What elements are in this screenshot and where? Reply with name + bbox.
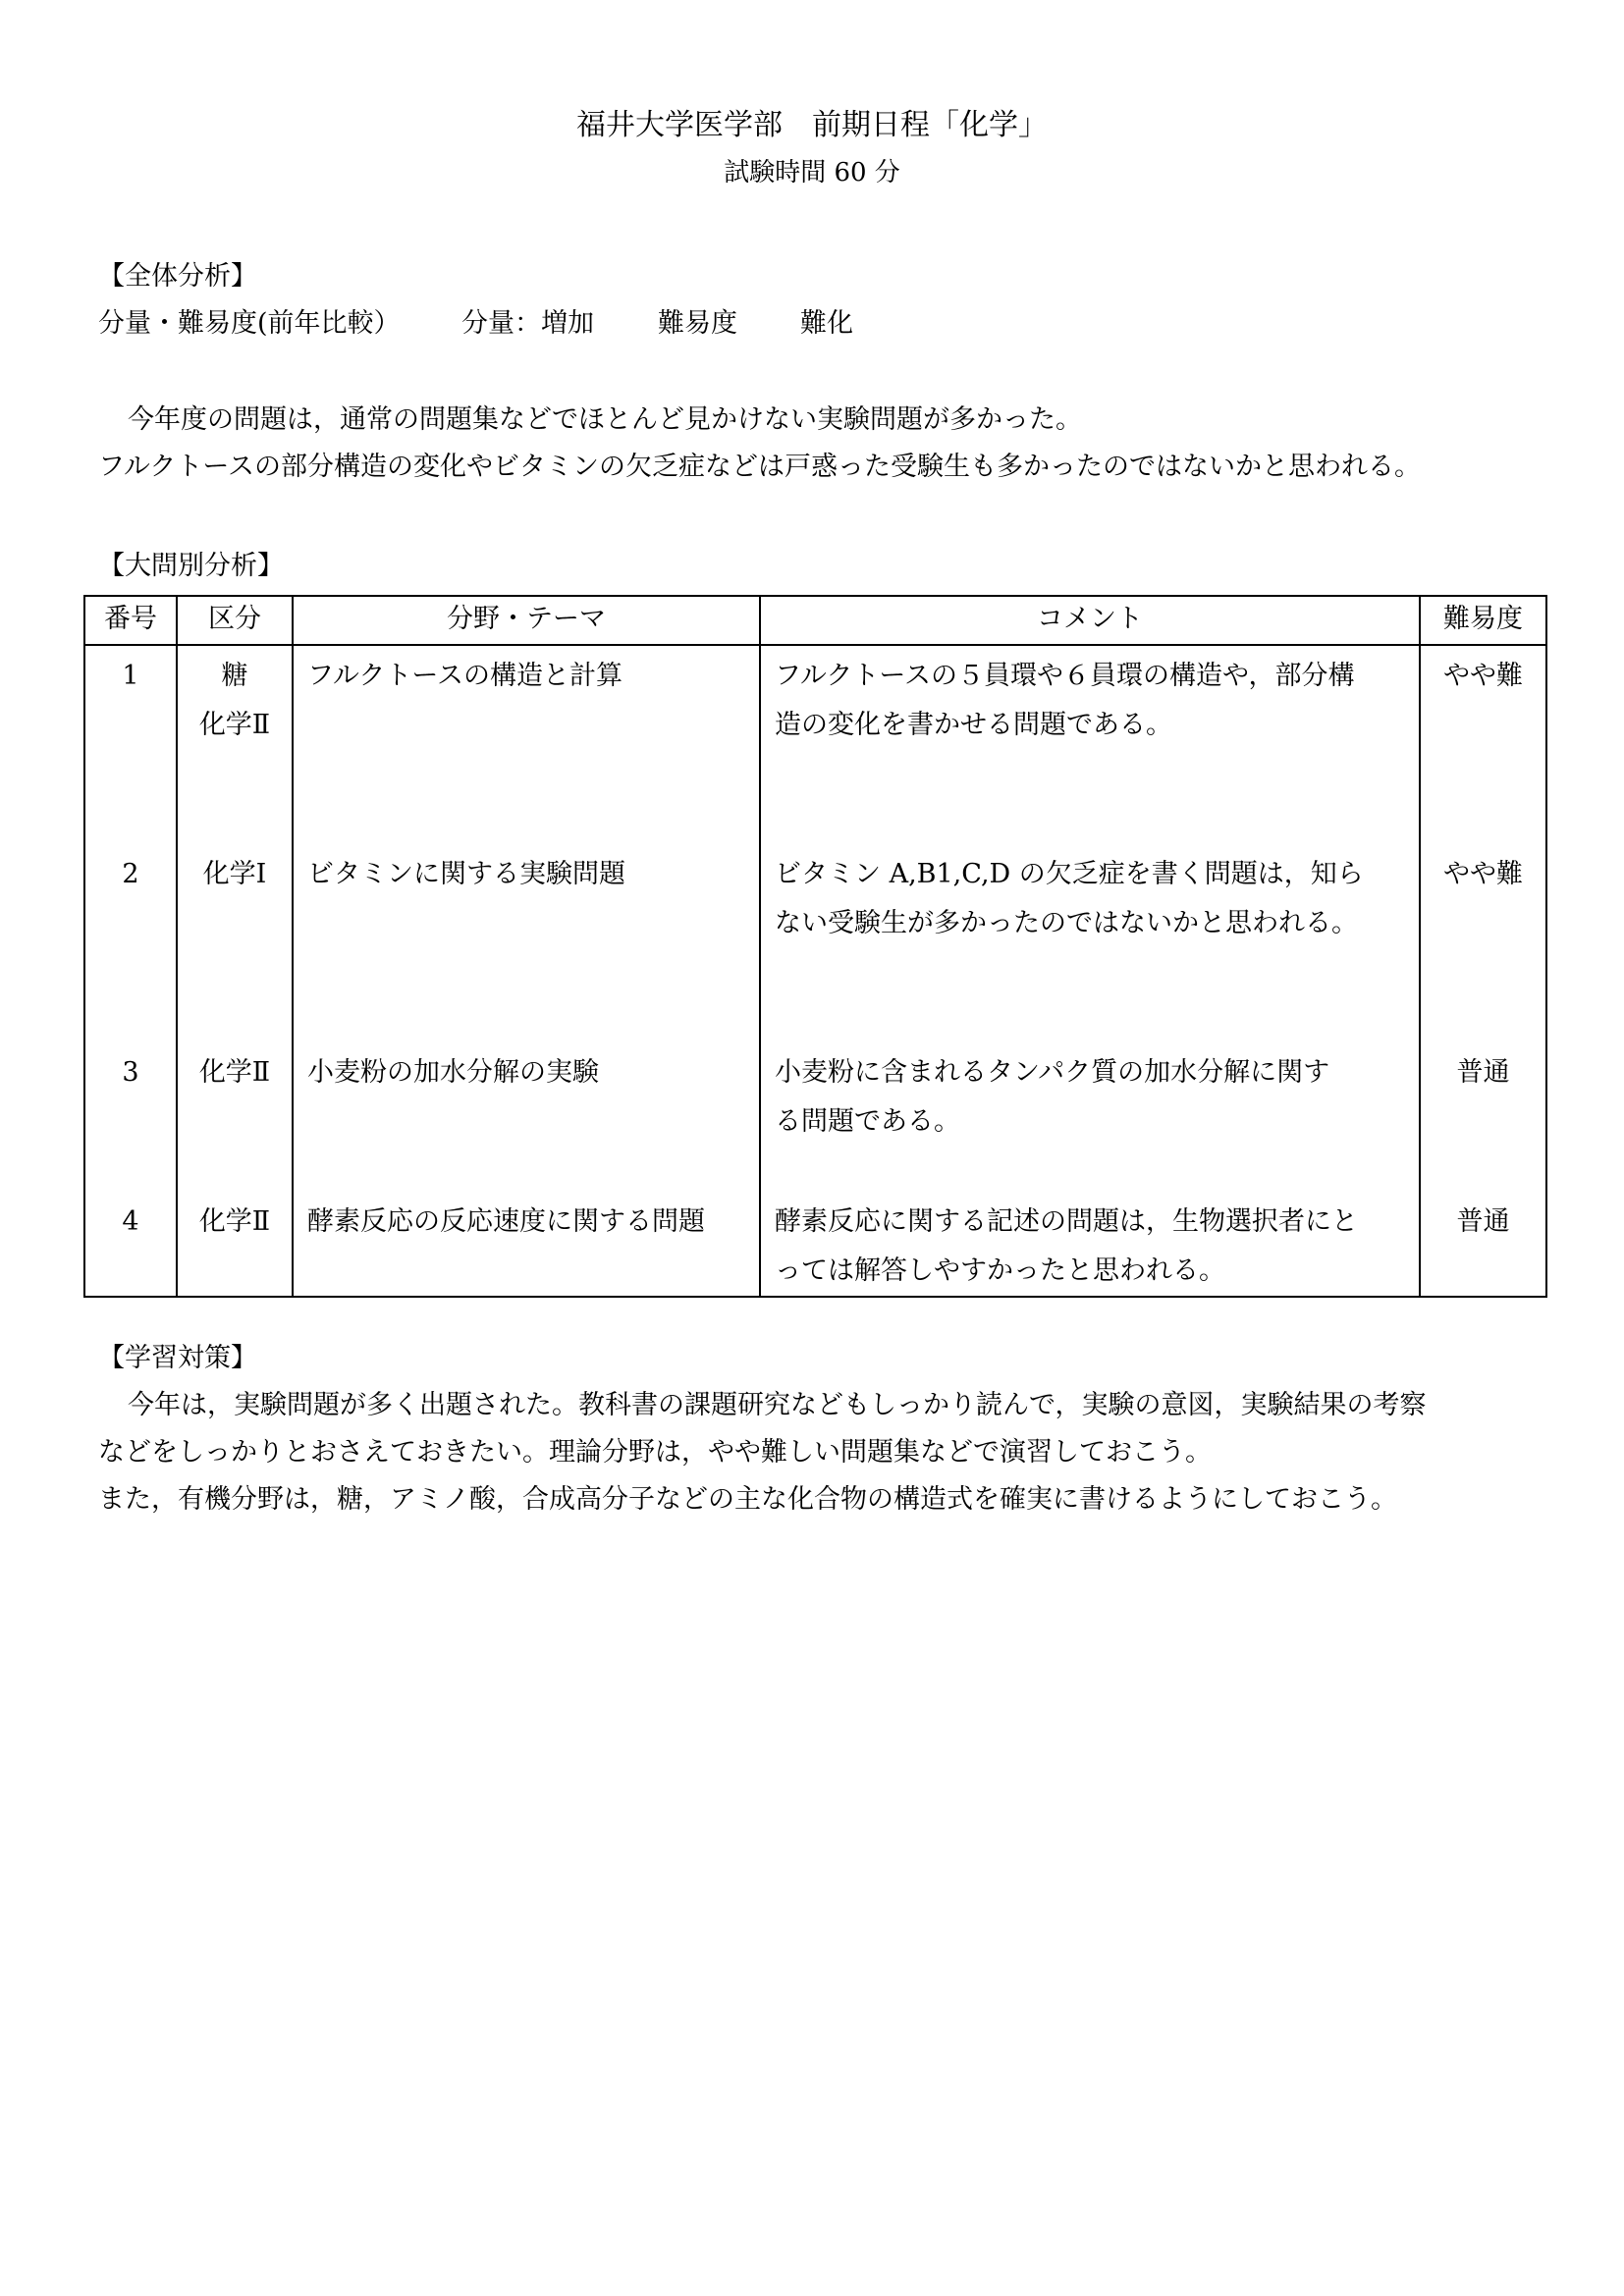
row-difficulty: 普通	[1420, 1042, 1546, 1192]
overall-analysis-paragraph	[98, 397, 1542, 491]
comment-line: 酵素反応に関する記述の問題は，生物選択者にと	[775, 1206, 1358, 1237]
column-header-difficulty: 難易度	[1420, 596, 1546, 645]
section-analysis-heading-wrap	[98, 543, 1542, 590]
row-number: 3	[84, 1042, 177, 1192]
row-difficulty: やや難	[1420, 645, 1546, 844]
overall-analysis-heading: 【全体分析】	[98, 261, 257, 292]
row-theme: フルクトースの構造と計算	[293, 645, 760, 844]
row-theme: 小麦粉の加水分解の実験	[293, 1042, 760, 1192]
row-difficulty: 普通	[1420, 1192, 1546, 1297]
column-header-category: 区分	[177, 596, 293, 645]
study-line: 今年は，実験問題が多く出題された。教科書の課題研究などもしっかり読んで，実験の意図，実験結果の考察	[128, 1390, 1427, 1420]
volume-difficulty-row	[98, 300, 1542, 347]
category-line: 化学Ⅱ	[198, 1206, 271, 1237]
section-analysis-table	[83, 595, 1547, 1298]
comment-line: っては解答しやすかったと思われる。	[775, 1255, 1225, 1286]
row-category	[177, 1192, 293, 1297]
overall-analysis-section	[98, 253, 1542, 347]
row-category	[177, 1042, 293, 1192]
difficulty-value: 難化	[800, 308, 853, 339]
study-strategy-heading: 【学習対策】	[98, 1343, 257, 1373]
table-row	[84, 844, 1546, 1042]
section-analysis-heading: 【大問別分析】	[98, 551, 284, 581]
study-line: などをしっかりとおさえておきたい。理論分野は，やや難しい問題集などで演習しておこう。	[98, 1437, 1212, 1468]
study-strategy-section	[98, 1335, 1542, 1523]
table-header-row	[84, 596, 1546, 645]
category-line: 化学Ⅰ	[202, 859, 267, 889]
comment-line: 造の変化を書かせる問題である。	[775, 710, 1172, 740]
category-line: 糖	[221, 661, 248, 691]
comment-line: ない受験生が多かったのではないかと思われる。	[775, 908, 1358, 938]
row-comment	[760, 844, 1420, 1042]
column-header-comment: コメント	[760, 596, 1420, 645]
row-category	[177, 645, 293, 844]
table-row	[84, 645, 1546, 844]
row-category	[177, 844, 293, 1042]
paragraph-line: 今年度の問題は，通常の問題集などでほとんど見かけない実験問題が多かった。	[128, 404, 1082, 435]
row-difficulty: やや難	[1420, 844, 1546, 1042]
row-comment	[760, 1042, 1420, 1192]
comment-line: フルクトースの５員環や６員環の構造や，部分構	[775, 661, 1355, 691]
comment-line: ビタミン A,B1,C,D の欠乏症を書く問題は，知ら	[775, 859, 1364, 889]
category-line: 化学Ⅱ	[198, 710, 271, 740]
row-theme: 酵素反応の反応速度に関する問題	[293, 1192, 760, 1297]
volume-value: 分量：増加	[461, 308, 594, 339]
exam-duration: 試験時間 60 分	[724, 158, 900, 187]
row-comment	[760, 1192, 1420, 1297]
metrics-label: 分量・難易度(前年比較）	[98, 308, 401, 339]
row-theme: ビタミンに関する実験問題	[293, 844, 760, 1042]
table-row	[84, 1192, 1546, 1297]
table-row	[84, 1042, 1546, 1192]
row-comment	[760, 645, 1420, 844]
column-header-theme: 分野・テーマ	[293, 596, 760, 645]
row-number: 4	[84, 1192, 177, 1297]
row-number: 2	[84, 844, 177, 1042]
paragraph-line: フルクトースの部分構造の変化やビタミンの欠乏症などは戸惑った受験生も多かったのではないかと思われる。	[98, 452, 1422, 482]
page-title: 福井大学医学部 前期日程「化学」	[576, 108, 1048, 142]
row-number: 1	[84, 645, 177, 844]
difficulty-label: 難易度	[658, 308, 737, 339]
study-line: また，有機分野は，糖，アミノ酸，合成高分子などの主な化合物の構造式を確実に書けるようにしておこう。	[98, 1484, 1397, 1515]
column-header-number: 番号	[84, 596, 177, 645]
comment-line: る問題である。	[775, 1106, 960, 1137]
category-line: 化学Ⅱ	[198, 1057, 271, 1088]
comment-line: 小麦粉に含まれるタンパク質の加水分解に関す	[775, 1057, 1330, 1088]
